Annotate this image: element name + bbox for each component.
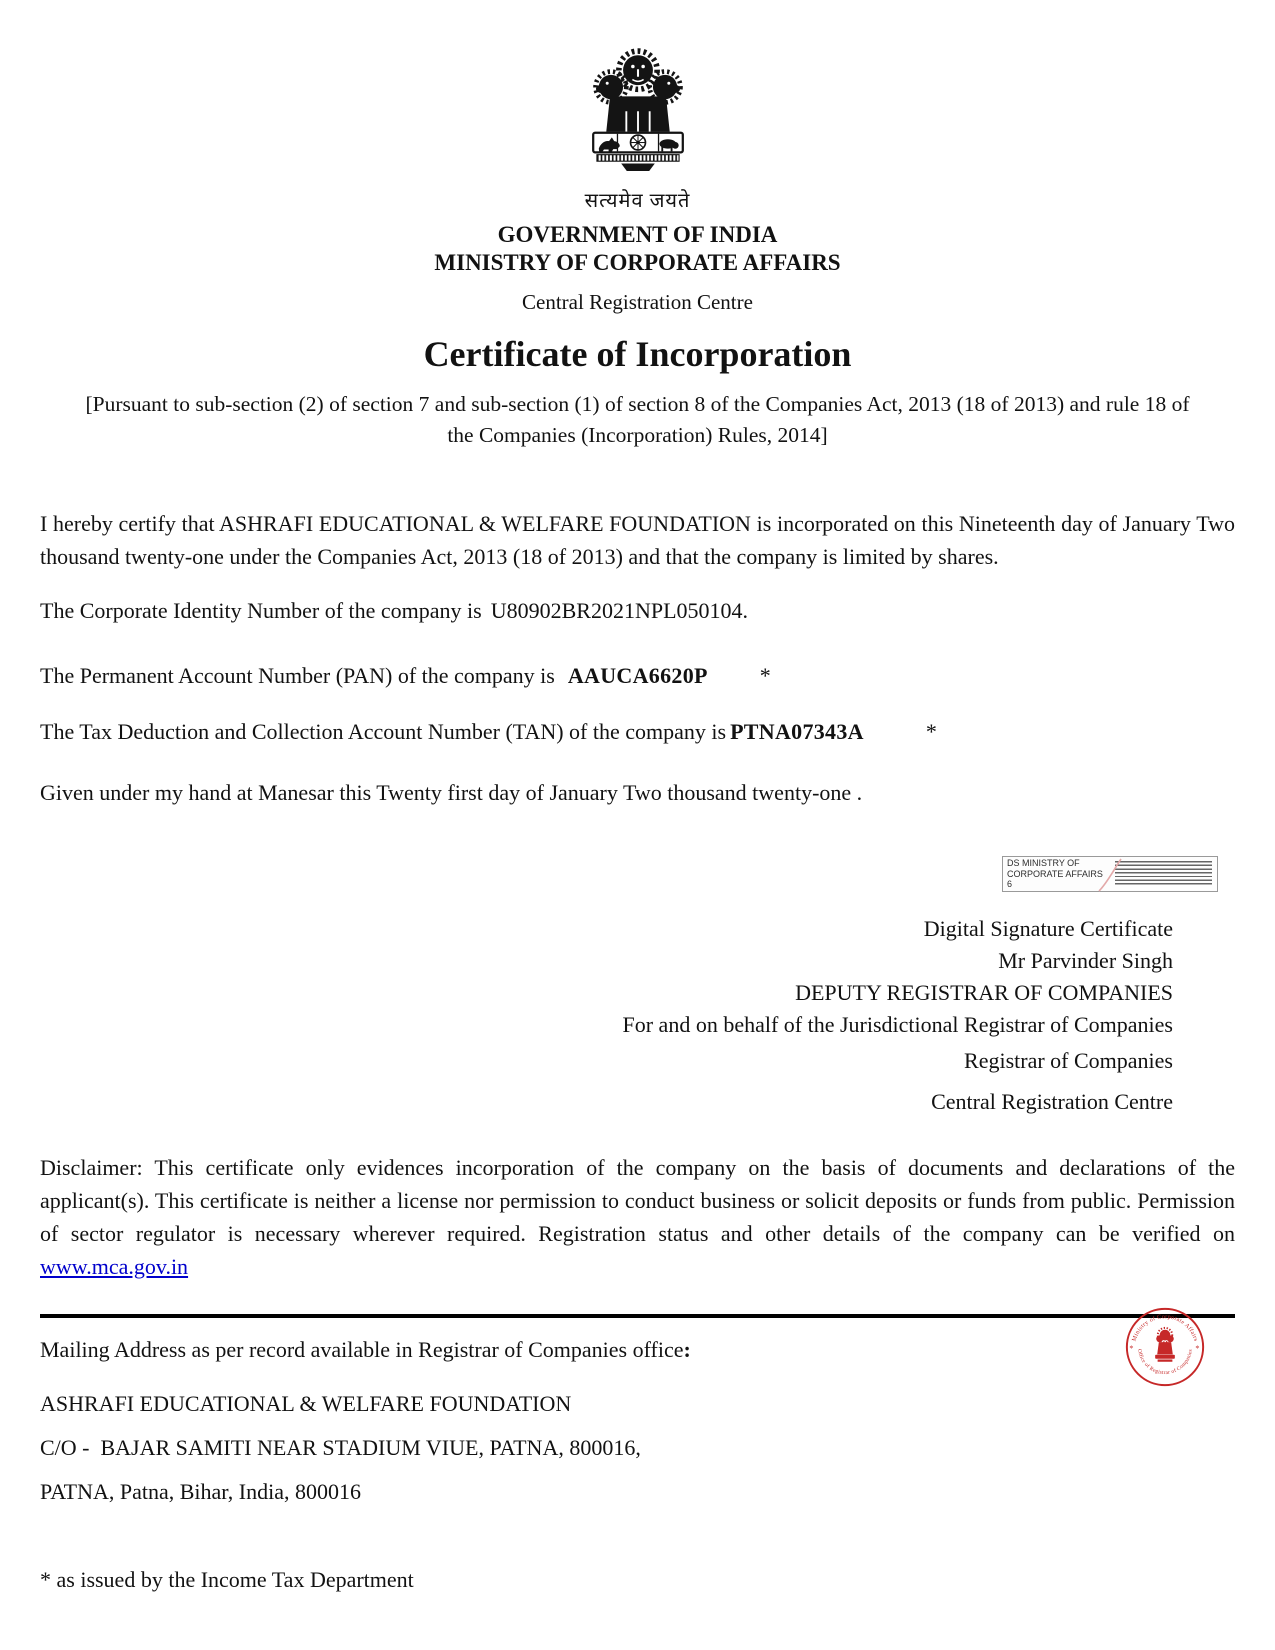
cin-label: The Corporate Identity Number of the company is [40,598,482,623]
seal-top-arc-text: Ministry of Corporate Affairs [1131,1314,1199,1343]
sig-line-registrar-of-companies: Registrar of Companies [964,1048,1173,1073]
disclaimer-paragraph [40,1151,1235,1283]
state-emblem-of-india-icon [582,40,694,190]
mailing-address-heading [40,1335,1235,1365]
tan-line [40,715,1235,748]
sig-line-digital-signature-certificate: Digital Signature Certificate [923,916,1173,941]
emblem-section [40,0,1235,212]
ds-stamp-label-line1: DS MINISTRY OF [1007,858,1080,869]
sig-line-designation: DEPUTY REGISTRAR OF COMPANIES [795,980,1173,1005]
footnote-asterisk: * [40,1567,51,1592]
mca-website-link[interactable]: www.mca.gov.in [40,1254,189,1279]
sig-line-on-behalf: For and on behalf of the Jurisdictional Registrar of Companies [622,1012,1173,1037]
pan-label: The Permanent Account Number (PAN) of the company is [40,663,555,688]
registrar-of-companies-seal-icon [1124,1306,1206,1388]
ds-stamp-fine-print [1115,861,1212,887]
ds-signature-squiggle-icon [1095,857,1125,893]
income-tax-footnote [40,1565,1235,1595]
certification-paragraph: I hereby certify that ASHRAFI EDUCATIONAL & WELFARE FOUNDATION is incorporated on this Nineteenth day of January Two thousand twenty-one under the Companies Act, 2013 (18 of 2013) and that the company is limited by shares. [40,511,1235,569]
seal-lion-capital-silhouette [1155,1328,1175,1362]
seal-star-right: * [1195,1344,1200,1354]
tan-footnote-asterisk: * [925,719,937,744]
pan-footnote-asterisk: * [759,663,771,688]
ministry-heading: MINISTRY OF CORPORATE AFFAIRS [434,250,841,275]
mailing-address-line-2: PATNA, Patna, Bihar, India, 800016 [40,1479,361,1504]
government-of-india-heading: GOVERNMENT OF INDIA [497,222,778,247]
ds-stamp-label [1003,858,1107,890]
pan-line [40,659,1235,692]
pursuant-clause: [Pursuant to sub-section (2) of section 7 and sub-section (1) of section 8 of the Companies Act, 2013 (18 of 2013) and rule 18 of the Companies (Incorporation) Rules, 2014] [85,392,1190,447]
digital-signature-stamp-row [40,856,1235,892]
section-divider-rule [40,1314,1235,1318]
seal-bottom-arc-text: Office of Registrar of Companies [1135,1348,1194,1377]
mailing-company-name: ASHRAFI EDUCATIONAL & WELFARE FOUNDATION [40,1391,572,1416]
digital-signature-stamp-box [1002,856,1218,892]
seal-star-left: * [1129,1344,1134,1354]
footnote-text: as issued by the Income Tax Department [56,1567,414,1592]
given-under-hand-line: Given under my hand at Manesar this Twenty first day of January Two thousand twenty-one . [40,780,863,805]
cin-value: U80902BR2021NPL050104. [490,598,749,623]
tan-label: The Tax Deduction and Collection Account Number (TAN) of the company is [40,719,727,744]
pan-value: AAUCA6620P [567,663,708,688]
mailing-address-line-1: C/O - BAJAR SAMITI NEAR STADIUM VIUE, PATNA, 800016, [40,1435,641,1460]
signatory-block [40,914,1235,1117]
tan-value: PTNA07343A [730,719,864,744]
mailing-address-heading-colon: : [683,1337,691,1362]
mailing-address-heading-text: Mailing Address as per record available in Registrar of Companies office [40,1337,684,1362]
sig-line-signatory-name: Mr Parvinder Singh [998,948,1173,973]
central-registration-centre-label: Central Registration Centre [522,290,753,314]
cin-line [40,594,1235,627]
satyameva-jayate-motto: सत्यमेव जयते [584,190,691,212]
disclaimer-text: Disclaimer: This certificate only evidences incorporation of the company on the basis of documents and declarations of the applicant(s). This certificate is neither a license nor permission to conduct business or solicit deposits or funds from public. Permission of sector regulator is necessary wherever required. Registration status and other details of the company can be verified on [40,1155,1235,1246]
ds-stamp-label-line2: CORPORATE AFFAIRS 6 [1007,868,1103,890]
certificate-title: Certificate of Incorporation [423,334,852,374]
sig-line-central-registration-centre: Central Registration Centre [931,1089,1173,1114]
